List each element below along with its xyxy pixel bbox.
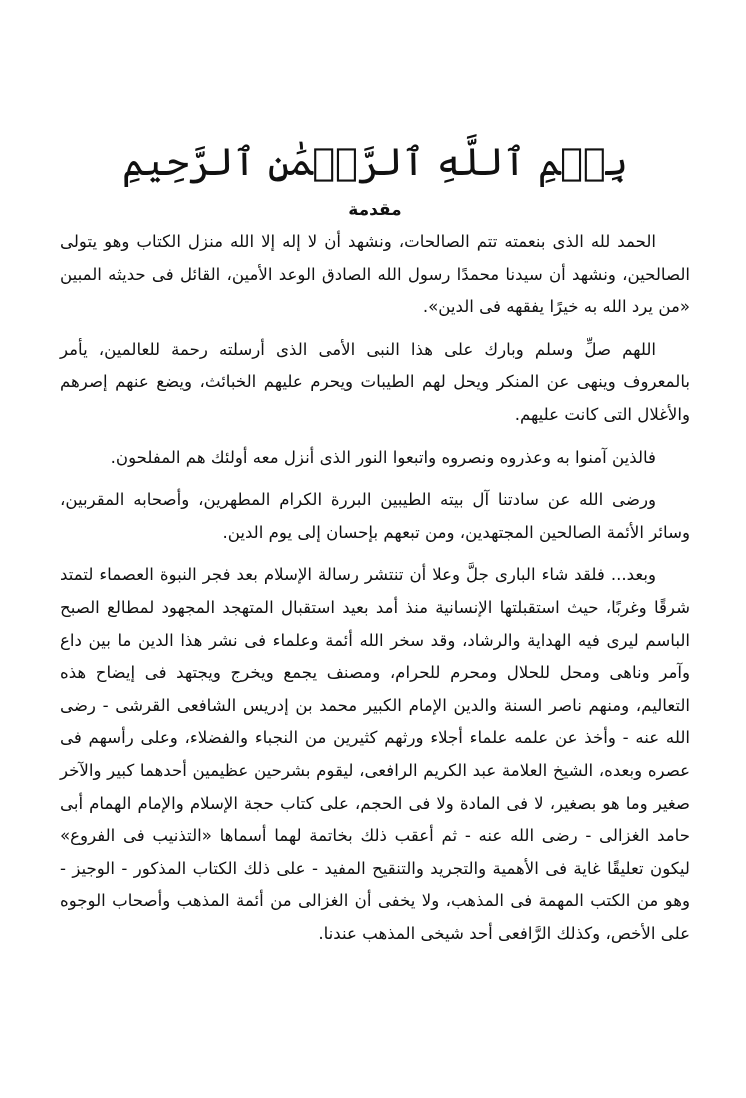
document-page: [60, 130, 690, 960]
paragraph-believers: فالذين آمنوا به وعذروه ونصروه واتبعوا النور الذى أنزل معه أولئك هم المفلحون.: [110, 447, 656, 467]
paragraph-companions: ورضى الله عن سادتنا آل بيته الطيبين البررة الكرام المطهرين، وأصحابه المقربين، وسائر الأئمة الصالحين المجتهدين، ومن تبعهم بإحسان إلى يوم الدين.: [60, 490, 690, 542]
paragraph-prayer: اللهم صلِّ وسلم وبارك على هذا النبى الأمى الذى أرسلته رحمة للعالمين، يأمر بالمعروف وينهى عن المنكر ويحل لهم الطيبات ويحرم عليهم الخبائث، ويضع عنهم إصرهم والأغلال التى كانت عليهم.: [60, 339, 690, 424]
section-heading: مقدمة: [348, 200, 402, 220]
paragraph-introduction: وبعد... فلقد شاء البارى جلَّ وعلا أن تنتشر رسالة الإسلام بعد فجر النبوة العصماء لتمتد شرقًا وغربًا، حيث استقبلتها الإنسانية منذ أمد بعيد استقبال المتهجد المجهود لمطالع الصبح الباسم ليرى فيه الهداية والرشاد، وقد سخر الله أئمة وعلماء فى نشر هذا الدين ما بين داع وآمر وناهى ومحل للحلال ومحرم للحرام، ومصنف يجمع ويخرج ويجتهد فى إيضاح هذه التعاليم، ومنهم ناصر السنة والدين الإمام الكبير محمد بن إدريس الشافعى القرشى - رضى الله عنه - وأخذ عن علمه علماء أجلاء ورثهم كثيرين من النجباء والفضلاء، وعلى رأسهم فى عصره وبعده، الشيخ العلامة عبد الكريم الرافعى، ليقوم بشرحين عظيمين أحدهما كبير والآخر صغير وما هو بصغير، لا فى المادة ولا فى الحجم، على كتاب حجة الإسلام والإمام الهمام أبى حامد الغزالى - رضى الله عنه - ثم أعقب ذلك بخاتمة لهما أسماها «التذنيب فى الفروع» ليكون تعليقًا غاية فى الأهمية والتجريد والتنقيح المفيد - على ذلك الكتاب المذكور - الوجيز - وهو من الكتب المهمة فى المذهب، ولا يخفى أن الغزالى من أئمة المذهب وأصحاب الوجوه على الأخص، وكذلك الرَّافعى أحد شيخى المذهب عندنا.: [60, 565, 690, 943]
paragraph-praise: الحمد لله الذى بنعمته تتم الصالحات، ونشهد أن لا إله إلا الله منزل الكتاب وهو يتولى الصالحين، ونشهد أن سيدنا محمدًا رسول الله الصادق الوعد الأمين، القائل فى حديثه المبين «من يرد الله به خيرًا يفقهه فى الدين».: [60, 232, 690, 317]
basmala-title: بِسۡمِ ٱللَّهِ ٱلرَّحۡمَٰنِ ٱلرَّحِيمِ: [122, 140, 628, 184]
